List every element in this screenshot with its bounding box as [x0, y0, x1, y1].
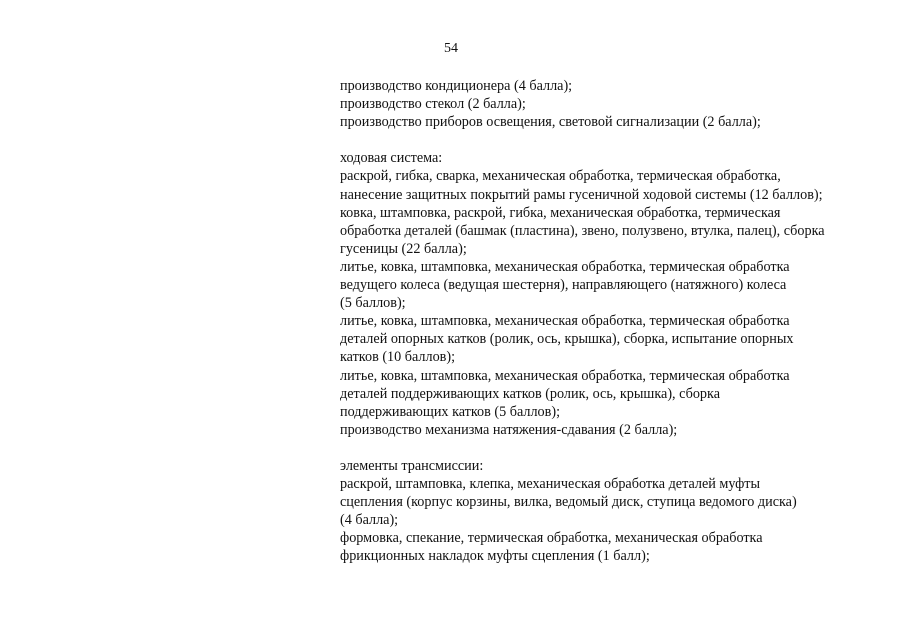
text-line: поддерживающих катков (5 баллов); [340, 403, 561, 420]
section-heading-chassis: ходовая система: [340, 150, 443, 167]
text-line: раскрой, гибка, сварка, механическая обработка, термическая обработка, [340, 168, 781, 185]
text-line: фрикционных накладок муфты сцепления (1 балл); [340, 548, 650, 565]
text-line: производство кондиционера (4 балла); [340, 78, 573, 94]
text-line: деталей опорных катков (ролик, ось, крышка), сборка, испытание опорных [340, 331, 794, 348]
section-heading-transmission: элементы трансмиссии: [340, 457, 484, 474]
text-line: ковка, штамповка, раскрой, гибка, механическая обработка, термическая [340, 204, 781, 221]
paragraph-gap [340, 131, 880, 149]
text-line: раскрой, штамповка, клепка, механическая обработка деталей муфты [340, 476, 761, 493]
document-body [340, 77, 880, 566]
text-line: литье, ковка, штамповка, механическая обработка, термическая обработка [340, 313, 790, 330]
text-line: (4 балла); [340, 512, 399, 529]
text-line: производство приборов освещения, световой сигнализации (2 балла); [340, 114, 761, 131]
text-line: производство механизма натяжения-сдавания (2 балла); [340, 421, 678, 438]
text-line: ведущего колеса (ведущая шестерня), направляющего (натяжного) колеса [340, 277, 787, 294]
text-line: нанесение защитных покрытий рамы гусеничной ходовой системы (12 баллов); [340, 186, 823, 203]
text-line: литье, ковка, штамповка, механическая обработка, термическая обработка [340, 367, 790, 384]
text-line: сцепления (корпус корзины, вилка, ведомый диск, ступица ведомого диска) [340, 494, 797, 511]
text-line: производство стекол (2 балла); [340, 96, 526, 113]
text-line: формовка, спекание, термическая обработка, механическая обработка [340, 530, 763, 547]
text-line: деталей поддерживающих катков (ролик, ось, крышка), сборка [340, 385, 720, 402]
text-line: катков (10 баллов); [340, 349, 456, 366]
paragraph-gap [340, 439, 880, 457]
text-line: гусеницы (22 балла); [340, 240, 467, 257]
page-number: 54 [444, 41, 458, 56]
text-line: литье, ковка, штамповка, механическая обработка, термическая обработка [340, 258, 790, 275]
text-line: обработка деталей (башмак (пластина), звено, полузвено, втулка, палец), сборка [340, 222, 825, 239]
text-line: (5 баллов); [340, 295, 406, 312]
